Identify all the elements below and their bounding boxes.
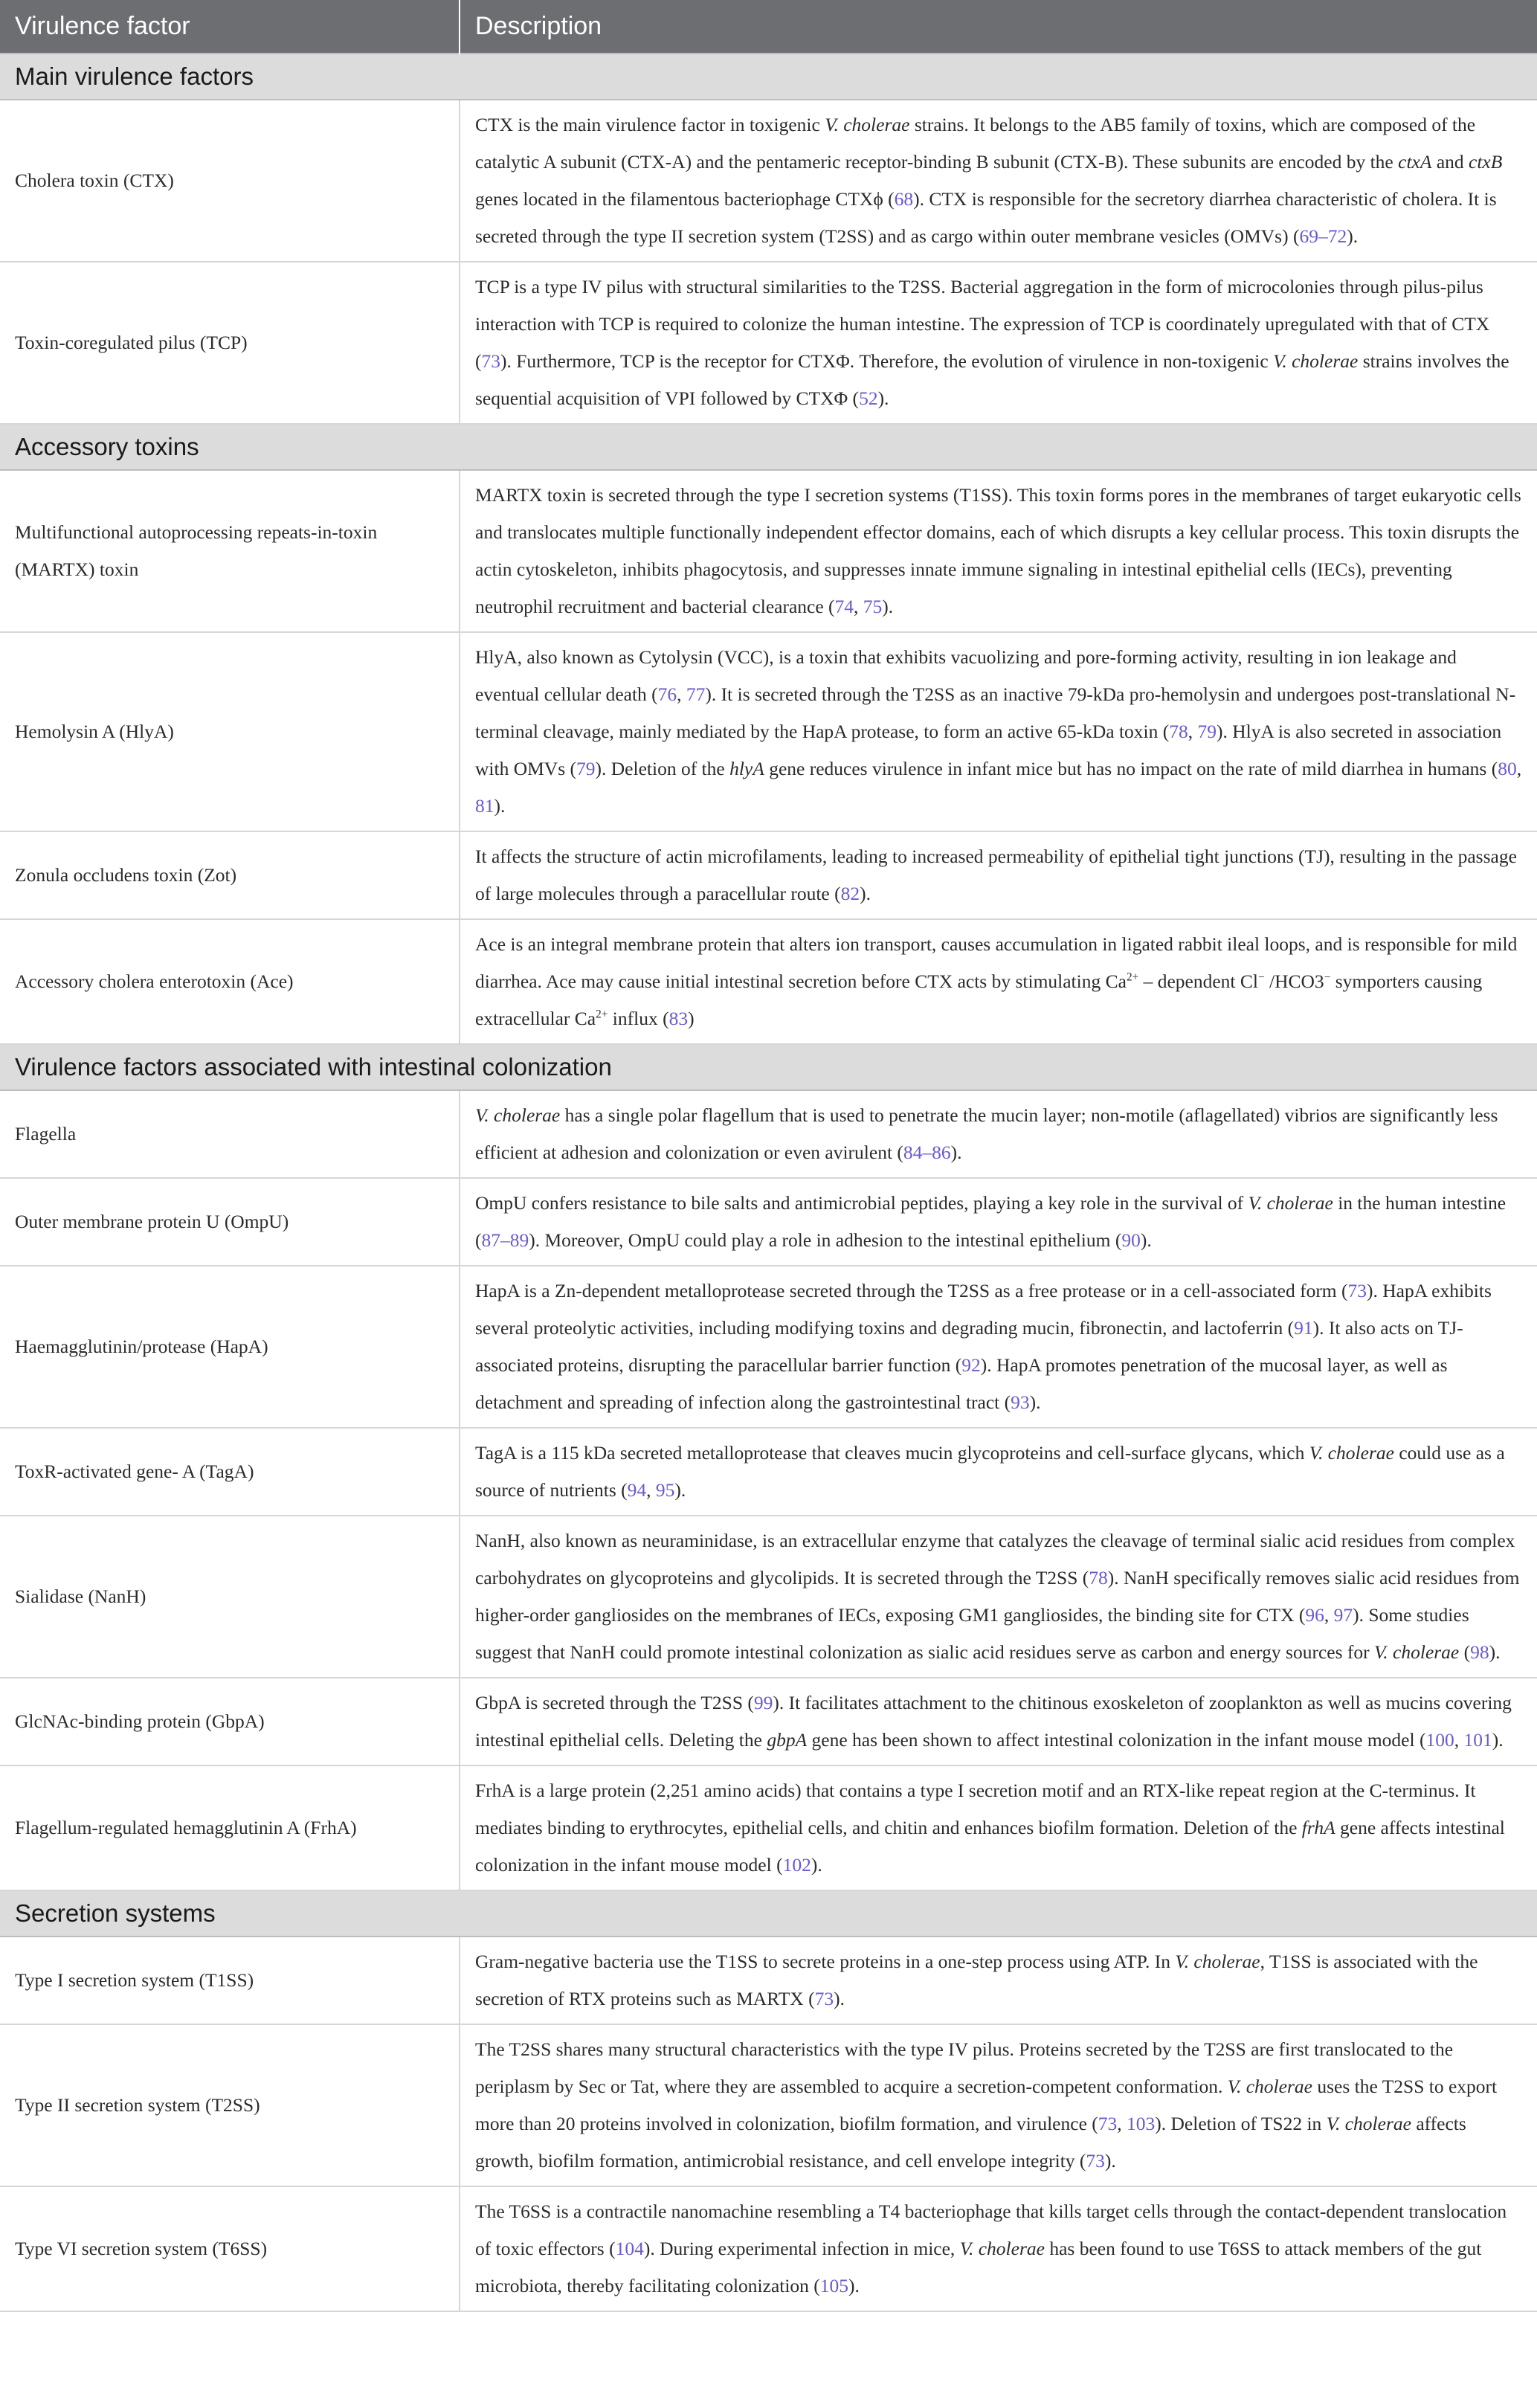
italic-term: V. cholerae (1175, 1951, 1260, 1972)
description-text: The T6SS is a contractile nanomachine resembling a T4 bacteriophage that kills target cells through the contact-dependent translocation of toxic effectors ( (475, 2201, 1507, 2259)
description-text: /HCO3 (1264, 970, 1324, 992)
description-text: uses the T2SS to export more than 20 proteins involved in colonization, biofilm formation, and virulence ( (475, 2076, 1498, 2134)
description-text: ). (848, 2275, 860, 2296)
description-cell (460, 262, 1537, 424)
table-row (0, 1428, 1537, 1516)
superscript: 2+ (596, 1008, 608, 1021)
reference-link[interactable]: 73 (814, 1988, 834, 2009)
section-header-row (0, 54, 1537, 100)
description-cell (460, 100, 1537, 262)
reference-link[interactable]: 74 (834, 596, 854, 617)
description-text: OmpU confers resistance to bile salts and antimicrobial peptides, playing a key role in the survival of (475, 1192, 1248, 1214)
italic-term: ctxA (1398, 151, 1432, 173)
italic-term: frhA (1301, 1817, 1335, 1838)
virulence-factor-cell: Flagellum-regulated hemagglutinin A (FrhA) (0, 1765, 460, 1890)
table-row (0, 262, 1537, 424)
description-text: ). (877, 387, 889, 409)
table-body (0, 54, 1537, 2311)
description-cell (460, 2024, 1537, 2186)
table-row (0, 1266, 1537, 1428)
description-text: has been found to use T6SS to attack members of the gut microbiota, thereby facilitating colonization ( (475, 2238, 1482, 2296)
description-text: , (1454, 1729, 1464, 1751)
reference-link[interactable]: 102 (782, 1854, 811, 1876)
description-text: MARTX toxin is secreted through the type I secretion systems (T1SS). This toxin forms pores in the membranes of target eukaryotic cells and translocates multiple functionally independent effector domains, each of which disrupts a key cellular process. This toxin disrupts the actin cytoskeleton, inhibits phagocytosis, and suppresses innate immune signaling in intestinal epithelial cells (IECs), preventing neutrophil recruitment and bacterial clearance ( (475, 484, 1521, 617)
description-cell (460, 1516, 1537, 1678)
reference-link[interactable]: 92 (961, 1354, 981, 1376)
reference-link[interactable]: 78 (1169, 721, 1188, 742)
description-text: ). It is secreted through the T2SS as an inactive 79-kDa pro-hemolysin and undergoes post-translational N- terminal cleavage, mainly mediated by the HapA protease, to form an active 65-kDa toxin ( (475, 683, 1516, 742)
description-text: ). (674, 1479, 686, 1501)
italic-term: V. cholerae (1309, 1442, 1394, 1464)
italic-term: V. cholerae (825, 114, 910, 135)
italic-term: V. cholerae (475, 1104, 561, 1126)
description-text: It affects the structure of actin microfilaments, leading to increased permeability of epithelial tight junctions (TJ), resulting in the passage of large molecules through a paracellular route ( (475, 846, 1517, 904)
description-text: ). Furthermore, TCP is the receptor for CTXΦ. Therefore, the evolution of virulence in non-toxigenic (500, 350, 1274, 372)
description-cell (460, 1678, 1537, 1765)
description-text: ). Moreover, OmpU could play a role in adhesion to the intestinal epithelium ( (529, 1229, 1122, 1251)
virulence-factor-cell: Cholera toxin (CTX) (0, 100, 460, 262)
description-text: ) (688, 1008, 695, 1029)
description-text: ). (1489, 1641, 1501, 1663)
superscript: − (1324, 970, 1331, 984)
reference-link[interactable]: 96 (1305, 1604, 1324, 1626)
description-text: , T1SS is associated with the secretion of RTX proteins such as MARTX ( (475, 1951, 1478, 2009)
table-row (0, 2024, 1537, 2186)
description-text: ). CTX is responsible for the secretory diarrhea characteristic of cholera. It is secreted through the type II secretion system (T2SS) and as cargo within outer membrane vesicles (OMVs) ( (475, 188, 1497, 247)
description-text: strains involves the sequential acquisition of VPI followed by CTXΦ ( (475, 350, 1509, 409)
description-text: ). Some studies suggest that NanH could promote intestinal colonization as sialic acid residues serve as carbon and energy sources for (475, 1604, 1469, 1663)
italic-term: V. cholerae (1273, 350, 1359, 372)
description-text: ). (860, 883, 871, 904)
description-text: ). During experimental infection in mice, (643, 2238, 960, 2259)
description-text: ). HlyA is also secreted in association with OMVs ( (475, 721, 1502, 779)
italic-term: V. cholerae (1248, 1192, 1333, 1214)
virulence-factor-cell: Toxin-coregulated pilus (TCP) (0, 262, 460, 424)
description-cell (460, 1765, 1537, 1890)
description-text: has a single polar flagellum that is used to penetrate the mucin layer; non-motile (aflagellated) vibrios are significantly less efficient at adhesion and colonization or even avirulent ( (475, 1104, 1498, 1163)
description-text: genes located in the filamentous bacteriophage CTXϕ ( (475, 188, 895, 210)
header-row (0, 0, 1537, 54)
description-text: HlyA, also known as Cytolysin (VCC), is a toxin that exhibits vacuolizing and pore-forming activity, resulting in ion leakage and eventual cellular death ( (475, 646, 1457, 705)
description-text: could use as a source of nutrients ( (475, 1442, 1505, 1501)
virulence-factor-cell: Multifunctional autoprocessing repeats-in-toxin (MARTX) toxin (0, 470, 460, 632)
reference-link[interactable]: 52 (859, 387, 878, 409)
table-row (0, 1090, 1537, 1178)
italic-term: ctxB (1469, 151, 1503, 173)
description-text: , (854, 596, 863, 617)
description-text: ). (811, 1854, 822, 1876)
reference-link[interactable]: 105 (819, 2275, 849, 2296)
section-header-row (0, 1890, 1537, 1937)
virulence-factor-cell: Type II secretion system (T2SS) (0, 2024, 460, 2186)
description-text: The T2SS shares many structural characteristics with the type IV pilus. Proteins secreted by the T2SS are first translocated to the periplasm by Sec or Tat, where they are assembled to acquire a secretion-competent conformation. (475, 2038, 1454, 2097)
section-title: Virulence factors associated with intestinal colonization (0, 1044, 1537, 1090)
reference-link[interactable]: 104 (615, 2238, 644, 2259)
italic-term: gbpA (767, 1729, 808, 1751)
description-text: gene affects intestinal colonization in the infant mouse model ( (475, 1817, 1505, 1876)
description-cell (460, 470, 1537, 632)
description-text: ). It facilitates attachment to the chitinous exoskeleton of zooplankton as well as mucins covering intestinal epithelial cells. Deleting the (475, 1692, 1512, 1751)
reference-link[interactable]: 79 (1197, 721, 1217, 742)
virulence-factor-cell: Haemagglutinin/protease (HapA) (0, 1266, 460, 1428)
table-row (0, 1765, 1537, 1890)
description-text: , (677, 683, 686, 705)
virulence-factor-cell: Zonula occludens toxin (Zot) (0, 831, 460, 919)
description-text: ). HapA exhibits several proteolytic activities, including modifying toxins and degrading mucin, fibronectin, and lactoferrin ( (475, 1280, 1492, 1339)
table-row (0, 632, 1537, 831)
header-virulence-factor: Virulence factor (0, 0, 460, 54)
description-text: – dependent Cl (1138, 970, 1258, 992)
reference-link[interactable]: 68 (894, 188, 914, 210)
description-cell (460, 1090, 1537, 1178)
description-text: , (1516, 758, 1522, 779)
description-text: , (1188, 721, 1198, 742)
table-row (0, 2186, 1537, 2311)
description-text: CTX is the main virulence factor in toxigenic (475, 114, 825, 135)
table-row (0, 831, 1537, 919)
reference-link[interactable]: 73 (1098, 2113, 1118, 2134)
description-text: ). HapA promotes penetration of the mucosal layer, as well as detachment and spreading of infection along the gastrointestinal tract ( (475, 1354, 1448, 1413)
reference-link[interactable]: 73 (1347, 1280, 1367, 1301)
description-cell (460, 2186, 1537, 2311)
reference-link[interactable]: 87–89 (481, 1229, 529, 1251)
description-text: ). NanH specifically removes sialic acid residues from higher-order gangliosides on the membranes of IECs, exposing GM1 gangliosides, the binding site for CTX ( (475, 1567, 1520, 1626)
section-title: Accessory toxins (0, 424, 1537, 470)
description-text: ( (1459, 1641, 1471, 1663)
description-text: , (1324, 1604, 1334, 1626)
description-text: gene has been shown to affect intestinal colonization in the infant mouse model ( (807, 1729, 1426, 1751)
reference-link[interactable]: 90 (1121, 1229, 1141, 1251)
description-cell (460, 1937, 1537, 2024)
description-text: in the human intestine ( (475, 1192, 1507, 1251)
italic-term: hlyA (729, 758, 764, 779)
description-text: HapA is a Zn-dependent metalloprotease secreted through the T2SS as a free protease or in a cell-associated form ( (475, 1280, 1348, 1301)
table-row (0, 470, 1537, 632)
table-row (0, 1678, 1537, 1765)
reference-link[interactable]: 77 (686, 683, 706, 705)
description-text: Gram-negative bacteria use the T1SS to secrete proteins in a one-step process using ATP. In (475, 1951, 1176, 1972)
reference-link[interactable]: 82 (840, 883, 860, 904)
reference-link[interactable]: 80 (1498, 758, 1517, 779)
virulence-factor-cell: Type VI secretion system (T6SS) (0, 2186, 460, 2311)
italic-term: V. cholerae (1227, 2076, 1312, 2097)
table-row (0, 1516, 1537, 1678)
description-text: Ace is an integral membrane protein that alters ion transport, causes accumulation in ligated rabbit ileal loops, and is responsible for mild diarrhea. Ace may cause initial intestinal secretion before CTX acts by stimulating Ca (475, 933, 1518, 992)
description-text: ). (1492, 1729, 1504, 1751)
description-text: ). (1104, 2150, 1116, 2172)
description-text: ). (950, 1142, 962, 1163)
virulence-factor-cell: Type I secretion system (T1SS) (0, 1937, 460, 2024)
italic-term: V. cholerae (959, 2238, 1045, 2259)
reference-link[interactable]: 81 (475, 795, 494, 817)
reference-link[interactable]: 100 (1425, 1729, 1454, 1751)
description-text: ). (834, 1988, 845, 2009)
reference-link[interactable]: 94 (627, 1479, 647, 1501)
virulence-factor-cell: Hemolysin A (HlyA) (0, 632, 460, 831)
description-cell (460, 1178, 1537, 1266)
reference-link[interactable]: 97 (1333, 1604, 1353, 1626)
description-text: ). (494, 795, 506, 817)
reference-link[interactable]: 103 (1127, 2113, 1156, 2134)
description-text: gene reduces virulence in infant mice but has no impact on the rate of mild diarrhea in humans ( (764, 758, 1498, 779)
superscript: − (1257, 970, 1265, 984)
reference-link[interactable]: 99 (753, 1692, 773, 1713)
description-text: ). (1347, 225, 1359, 247)
header-description: Description (460, 0, 1537, 54)
description-text: and (1431, 151, 1469, 173)
description-text: ). (1029, 1391, 1041, 1413)
reference-link[interactable]: 101 (1463, 1729, 1492, 1751)
reference-link[interactable]: 98 (1470, 1641, 1489, 1663)
description-text: ). Deletion of the (595, 758, 730, 779)
table-row (0, 100, 1537, 262)
italic-term: V. cholerae (1326, 2113, 1411, 2134)
virulence-factor-cell: Sialidase (NanH) (0, 1516, 460, 1678)
description-text: , (646, 1479, 656, 1501)
reference-link[interactable]: 73 (1086, 2150, 1105, 2172)
reference-link[interactable]: 84–86 (903, 1142, 951, 1163)
reference-link[interactable]: 79 (576, 758, 596, 779)
description-cell (460, 1428, 1537, 1516)
virulence-factor-cell: Outer membrane protein U (OmpU) (0, 1178, 460, 1266)
table-row (0, 1937, 1537, 2024)
description-text: ). It also acts on TJ-associated proteins, disrupting the paracellular barrier function ( (475, 1317, 1463, 1376)
italic-term: V. cholerae (1374, 1641, 1460, 1663)
description-text: strains. It belongs to the AB5 family of toxins, which are composed of the catalytic A subunit (CTX-A) and the pentameric receptor-binding B subunit (CTX-B). These subunits are encoded by the (475, 114, 1476, 173)
table-header (0, 0, 1537, 54)
section-header-row (0, 424, 1537, 470)
description-text: ). (882, 596, 894, 617)
description-text: FrhA is a large protein (2,251 amino acids) that contains a type I secretion motif and an RTX-like repeat region at the C-terminus. It mediates binding to erythrocytes, epithelial cells, and chitin and enhances biofilm formation. Deletion of the (475, 1780, 1476, 1838)
description-text: influx ( (608, 1008, 669, 1029)
description-text: , (1117, 2113, 1127, 2134)
reference-link[interactable]: 69–72 (1299, 225, 1347, 247)
description-cell (460, 919, 1537, 1044)
reference-link[interactable]: 93 (1011, 1391, 1030, 1413)
section-title: Secretion systems (0, 1890, 1537, 1937)
description-text: NanH, also known as neuraminidase, is an extracellular enzyme that catalyzes the cleavage of terminal sialic acid residues from complex carbohydrates on glycoproteins and glycolipids. It is secreted through the T2SS ( (475, 1530, 1515, 1588)
virulence-factor-cell: GlcNAc-binding protein (GbpA) (0, 1678, 460, 1765)
description-text: ). Deletion of TS22 in (1155, 2113, 1327, 2134)
description-text: GbpA is secreted through the T2SS ( (475, 1692, 754, 1713)
virulence-factor-cell: Flagella (0, 1090, 460, 1178)
description-text: affects growth, biofilm formation, antimicrobial resistance, and cell envelope integrity ( (475, 2113, 1466, 2172)
section-title: Main virulence factors (0, 54, 1537, 100)
description-cell (460, 632, 1537, 831)
table-row (0, 1178, 1537, 1266)
virulence-factor-cell: Accessory cholera enterotoxin (Ace) (0, 919, 460, 1044)
reference-link[interactable]: 76 (657, 683, 677, 705)
table-row (0, 919, 1537, 1044)
description-cell (460, 831, 1537, 919)
reference-link[interactable]: 83 (668, 1008, 689, 1029)
virulence-factor-cell: ToxR-activated gene- A (TagA) (0, 1428, 460, 1516)
reference-link[interactable]: 75 (863, 596, 883, 617)
section-header-row (0, 1044, 1537, 1090)
description-text: symporters causing extracellular Ca (475, 970, 1483, 1029)
description-text: TCP is a type IV pilus with structural similarities to the T2SS. Bacterial aggregation in the form of microcolonies through pilus-pilus interaction with TCP is required to colonize the human intestine. The expression of TCP is coordinately upregulated with that of CTX ( (475, 276, 1490, 372)
description-text: TagA is a 115 kDa secreted metalloprotease that cleaves mucin glycoproteins and cell-surface glycans, which (475, 1442, 1309, 1464)
reference-link[interactable]: 73 (481, 350, 500, 372)
superscript: 2+ (1126, 970, 1139, 984)
description-cell (460, 1266, 1537, 1428)
description-text: ). (1140, 1229, 1152, 1251)
reference-link[interactable]: 91 (1294, 1317, 1313, 1339)
reference-link[interactable]: 95 (655, 1479, 675, 1501)
reference-link[interactable]: 78 (1089, 1567, 1108, 1588)
